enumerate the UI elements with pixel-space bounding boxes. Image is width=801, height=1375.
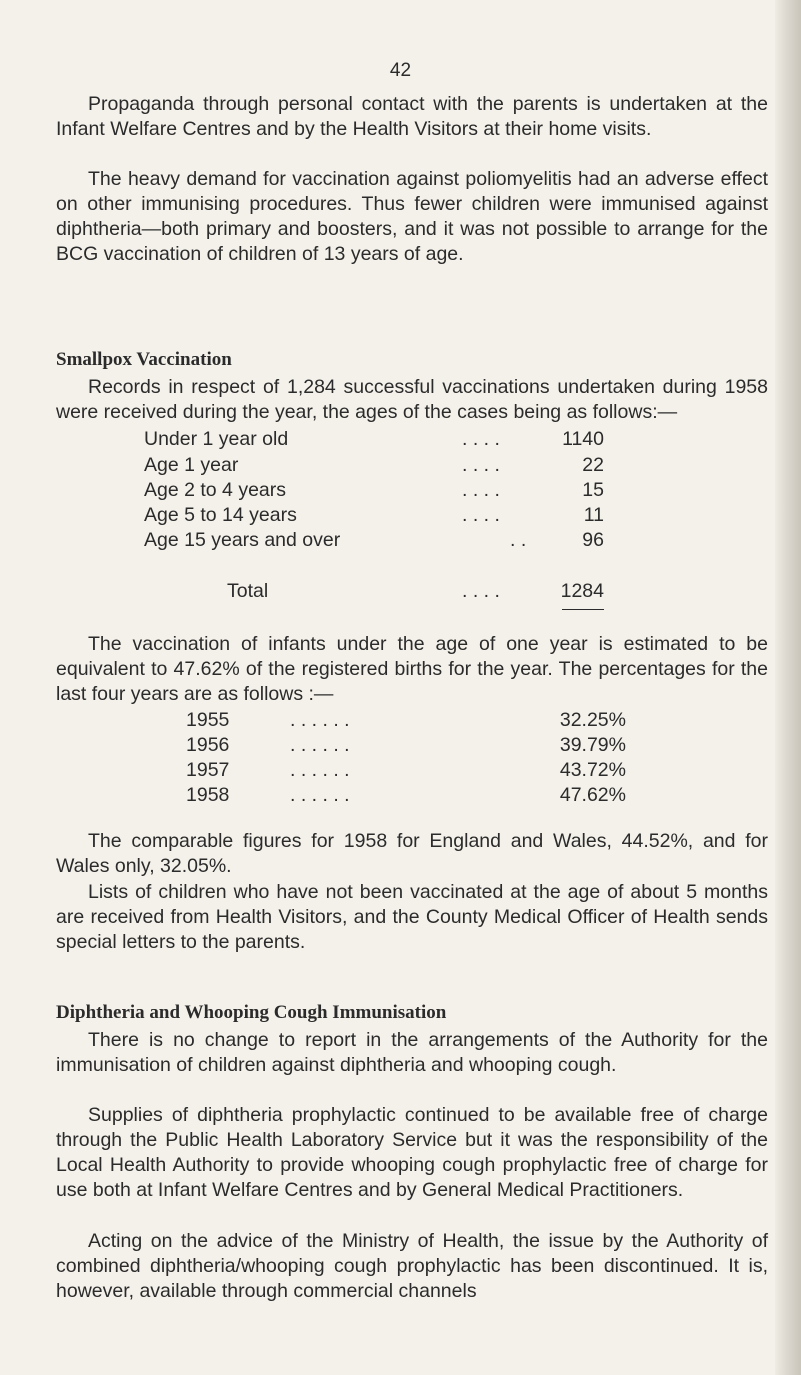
- leader-dots: . . . .: [462, 428, 500, 450]
- age-label: Age 1 year: [144, 454, 239, 476]
- leader-dots: . . . .: [462, 479, 500, 501]
- paragraph-infant-vaccination: The vaccination of infants under the age of one year is estimated to be equivalent to 47.62% of the registered births for the year. The percentages for the last four years are as follows :—: [56, 633, 768, 705]
- age-label: Age 15 years and over: [144, 529, 341, 551]
- year-percentage: 39.79%: [559, 734, 626, 756]
- total-underline: [562, 609, 604, 610]
- leader-dots: . . . . . .: [290, 759, 350, 781]
- leader-dots: . . . .: [462, 580, 500, 602]
- leader-dots: . .: [510, 529, 527, 551]
- age-count: 1140: [562, 428, 604, 450]
- paragraph-smallpox-intro: Records in respect of 1,284 successful vaccinations undertaken during 1958 were received during the year, the ages of the cases being as follows:—: [56, 376, 768, 423]
- age-label: Age 5 to 14 years: [144, 504, 297, 526]
- age-count: 11: [583, 504, 604, 526]
- paragraph-polio-demand: The heavy demand for vaccination against poliomyelitis had an adverse effect on other immunising procedures. Thus fewer children were immunised against diphtheria—both primary and boosters, and it was not possible to arrange for the BCG vaccination of children of 13 years of age.: [56, 168, 768, 265]
- leader-dots: . . . . . .: [290, 709, 350, 731]
- age-label: Age 2 to 4 years: [144, 479, 287, 501]
- year-percentage: 32.25%: [559, 709, 626, 731]
- total-label: Total: [227, 580, 269, 602]
- leader-dots: . . . .: [462, 454, 500, 476]
- paragraph-no-change: There is no change to report in the arrangements of the Authority for the immunisation of children against diphtheria and whooping cough.: [56, 1029, 768, 1076]
- year-label: 1955: [186, 709, 230, 731]
- age-count: 96: [582, 529, 604, 551]
- year-label: 1957: [186, 759, 230, 781]
- total-count: 1284: [560, 580, 604, 602]
- paragraph-comparable-figures: The comparable figures for 1958 for England and Wales, 44.52%, and for Wales only, 32.05%.: [56, 830, 768, 877]
- paragraph-propaganda: Propaganda through personal contact with the parents is undertaken at the Infant Welfare Centres and by the Health Visitors at their home visits.: [56, 93, 768, 140]
- age-count: 22: [582, 454, 604, 476]
- age-count: 15: [582, 479, 604, 501]
- year-label: 1956: [186, 734, 230, 756]
- year-label: 1958: [186, 784, 230, 806]
- leader-dots: . . . . . .: [290, 784, 350, 806]
- leader-dots: . . . .: [462, 504, 500, 526]
- age-label: Under 1 year old: [144, 428, 289, 450]
- paragraph-ministry-advice: Acting on the advice of the Ministry of Health, the issue by the Authority of combined diphtheria/whooping cough prophylactic has been discontinued. It is, however, available through commercial channels: [56, 1230, 768, 1302]
- paragraph-supplies: Supplies of diphtheria prophylactic continued to be available free of charge through the Public Health Laboratory Service but it was the responsibility of the Local Health Authority to provide whooping cough prophylactic free of charge for use both at Infant Welfare Centres and by General Medical Practitioners.: [56, 1104, 768, 1201]
- section-heading-diphtheria: Diphtheria and Whooping Cough Immunisation: [56, 1002, 447, 1023]
- leader-dots: . . . . . .: [290, 734, 350, 756]
- year-percentage: 47.62%: [559, 784, 626, 806]
- paragraph-unvaccinated-lists: Lists of children who have not been vaccinated at the age of about 5 months are received from Health Visitors, and the County Medical Officer of Health sends special letters to the parents.: [56, 881, 768, 953]
- page-number: 42: [389, 60, 412, 81]
- year-percentage: 43.72%: [559, 759, 626, 781]
- section-heading-smallpox: Smallpox Vaccination: [56, 349, 232, 370]
